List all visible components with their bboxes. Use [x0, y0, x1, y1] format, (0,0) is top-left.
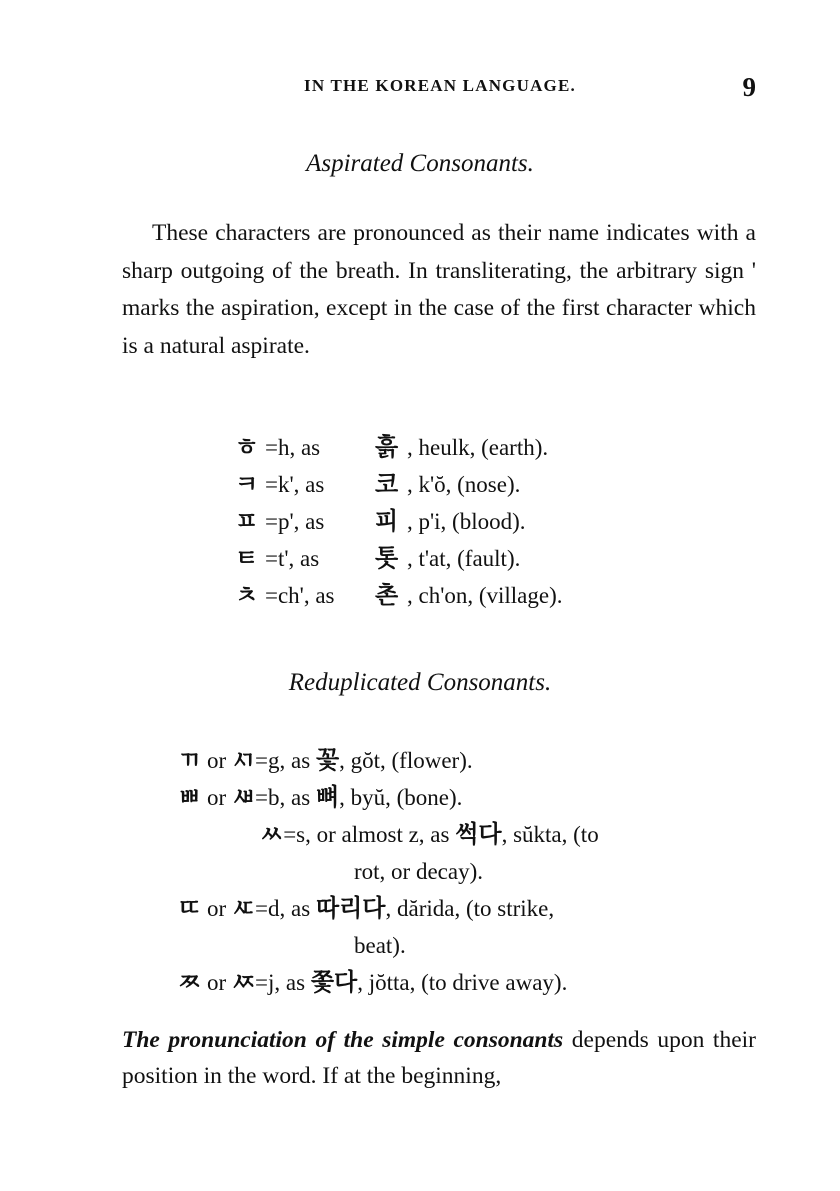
- equivalence: =p', as: [265, 509, 325, 534]
- equivalence: =t', as: [265, 546, 320, 571]
- example-word: 쫓다: [310, 968, 358, 996]
- example-word: 뼈: [315, 783, 340, 811]
- example-word: 피: [375, 507, 399, 535]
- gloss: , ch'on, (village).: [407, 583, 563, 608]
- reduplicated-entry: [178, 890, 778, 927]
- reduplicated-entry: [178, 779, 778, 816]
- equivalence: =b, as: [255, 785, 316, 810]
- section-heading-aspirated: Aspirated Consonants.: [306, 150, 534, 177]
- reduplicated-entry: [178, 742, 778, 779]
- running-title: IN THE KOREAN LANGUAGE.: [304, 76, 576, 95]
- double-consonant: ㄸ: [178, 894, 202, 922]
- alt-consonant: ㅾ: [231, 968, 256, 996]
- or-word: or: [201, 970, 232, 995]
- equivalence: =k', as: [265, 472, 325, 497]
- aspirated-entry: [235, 575, 795, 612]
- closing-paragraph: [122, 1022, 756, 1094]
- aspirated-list: [235, 427, 795, 612]
- closing-rest: depends upon their position in the word. If at the beginning,: [122, 1027, 756, 1089]
- alt-consonant: ㅽ: [231, 783, 256, 811]
- entry-continuation: beat).: [354, 933, 406, 958]
- double-consonant: ㅃ: [178, 783, 202, 811]
- example-word: 흙: [375, 433, 399, 461]
- consonant-char: ㅊ: [235, 581, 259, 609]
- consonant-char: ㅌ: [235, 544, 259, 572]
- reduplicated-list: [178, 742, 778, 1001]
- example-word: 톳: [375, 544, 399, 572]
- or-word: or: [201, 748, 232, 773]
- running-header: [120, 72, 760, 106]
- example-word: 코: [375, 470, 399, 498]
- aspirated-entry: [235, 501, 795, 538]
- alt-consonant: ㅼ: [231, 894, 256, 922]
- example-word: 썩다: [455, 820, 502, 848]
- gloss: , jŏtta, (to drive away).: [357, 970, 568, 995]
- gloss: , byŭ, (bone).: [339, 785, 463, 810]
- gloss: , heulk, (earth).: [407, 435, 549, 460]
- gloss: , dărida, (to strike,: [385, 896, 555, 921]
- page-number: 9: [742, 72, 756, 102]
- section-heading-reduplicated: Reduplicated Consonants.: [288, 669, 552, 696]
- closing-lead: The pronunciation of the simple consonants: [122, 1027, 564, 1053]
- double-consonant: ㅉ: [178, 968, 202, 996]
- aspirated-paragraph: These characters are pronounced as their name indicates with a sharp outgoing of the breath. In transliterating, the arbitrary sign ' marks the aspiration, except in the case of the first character which is a natural aspirate.: [122, 220, 756, 359]
- aspirated-entry: [235, 464, 795, 501]
- equivalence: =j, as: [255, 970, 311, 995]
- equivalence: =g, as: [255, 748, 316, 773]
- or-word: or: [201, 896, 232, 921]
- aspirated-entry: [235, 427, 795, 464]
- equivalence: =d, as: [255, 896, 316, 921]
- entry-continuation: rot, or decay).: [354, 859, 483, 884]
- equivalence: =ch', as: [265, 583, 335, 608]
- aspirated-entry: [235, 538, 795, 575]
- example-word: 꽃: [315, 746, 340, 774]
- double-consonant: ㄲ: [178, 746, 202, 774]
- gloss: , k'ŏ, (nose).: [407, 472, 521, 497]
- example-word: 촌: [375, 581, 399, 609]
- gloss: , t'at, (fault).: [407, 546, 521, 571]
- consonant-char: ㅎ: [235, 433, 259, 461]
- or-word: or: [201, 785, 232, 810]
- equivalence: =h, as: [265, 435, 321, 460]
- gloss: , p'i, (blood).: [407, 509, 526, 534]
- reduplicated-entry: [178, 816, 778, 853]
- consonant-char: ㅋ: [235, 470, 259, 498]
- alt-consonant: ㅺ: [231, 746, 256, 774]
- gloss: , gŏt, (flower).: [339, 748, 473, 773]
- reduplicated-entry: [178, 964, 778, 1001]
- gloss: , sŭkta, (to: [501, 822, 599, 847]
- alt-consonant: ㅆ: [260, 820, 284, 848]
- equivalence: =s, or almost z, as: [283, 822, 456, 847]
- example-word: 따리다: [315, 894, 386, 922]
- consonant-char: ㅍ: [235, 507, 259, 535]
